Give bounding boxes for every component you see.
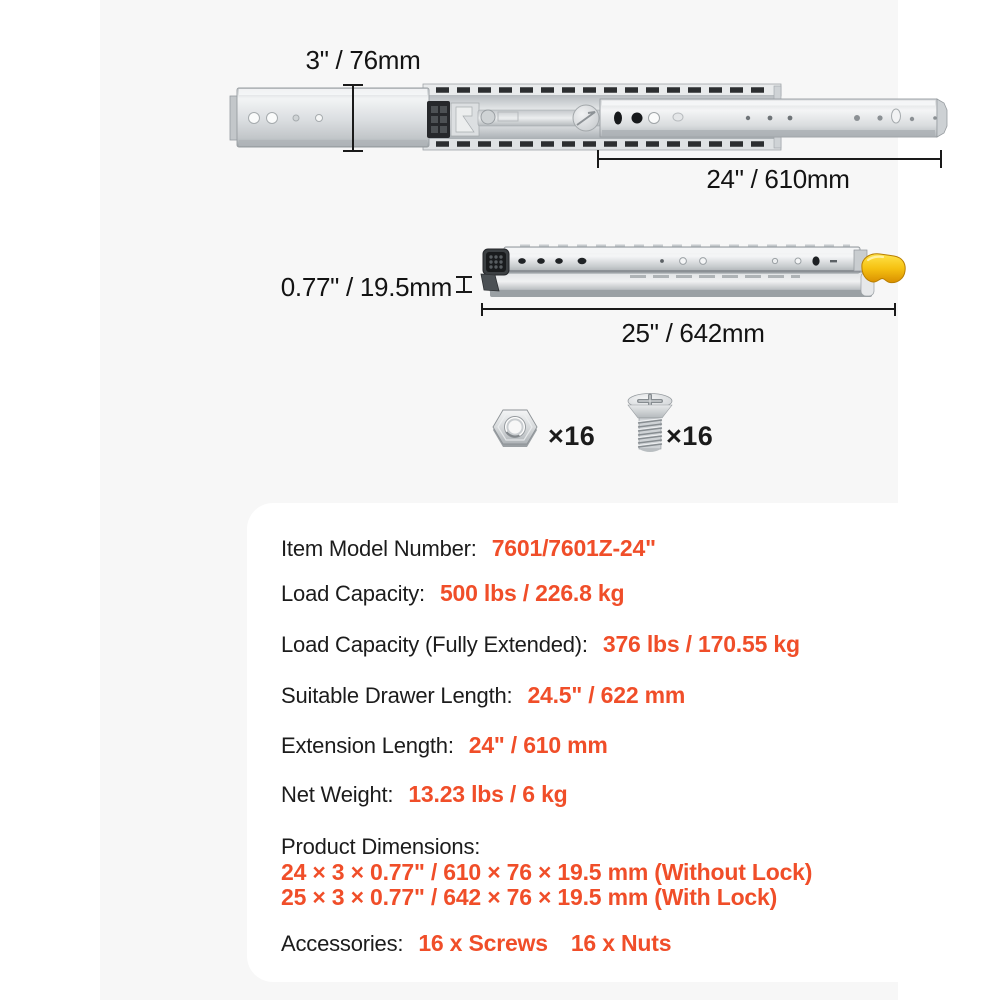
closed-slide-illustration [481,246,905,298]
nut-count-label: ×16 [548,421,596,451]
spec-label: Net Weight: [281,782,394,807]
spec-value: 376 lbs / 170.55 kg [602,631,800,657]
spec-label: Accessories: [281,931,404,956]
closed-length-dimension-line [482,303,895,316]
spec-value-screws: 16 x Screws [418,930,548,956]
spec-value: 24.5" / 622 mm [527,682,686,708]
spec-value: 500 lbs / 226.8 kg [439,580,625,606]
screw-count-label: ×16 [666,421,714,451]
spec-label: Extension Length: [281,733,454,758]
spec-label: Load Capacity (Fully Extended): [281,632,588,657]
spec-value: 13.23 lbs / 6 kg [408,781,568,807]
spec-row-drawer-length [281,680,685,711]
spec-row-model [281,533,656,564]
spec-value: 7601/7601Z-24" [491,535,656,561]
spec-value: 24" / 610 mm [468,732,608,758]
lock-lever [862,254,905,283]
extended-slide-illustration [230,84,947,150]
product-dimensions-with-lock: 25 × 3 × 0.77" / 642 × 76 × 19.5 mm (With Lock) [281,884,778,910]
closed-length-label: 25" / 642mm [621,318,765,348]
spec-row-load-capacity-extended [281,629,800,660]
spec-row-net-weight [281,779,568,810]
thickness-dimension-marker [456,277,472,292]
spec-row-product-dimensions [281,832,480,862]
spec-label: Product Dimensions: [281,834,481,859]
spec-value-nuts: 16 x Nuts [570,930,672,956]
product-illustrations [100,0,1000,470]
slide-thickness-label: 0.77" / 19.5mm [280,272,452,302]
nut-icon [493,410,537,447]
slide-height-label: 3" / 76mm [305,45,421,75]
spec-row-accessories [281,928,671,959]
spec-label: Load Capacity: [281,581,425,606]
spec-row-extension-length [281,730,608,761]
extension-length-label: 24" / 610mm [706,164,850,194]
spec-label: Item Model Number: [281,536,477,561]
spec-label: Suitable Drawer Length: [281,683,513,708]
spec-row-load-capacity [281,578,624,609]
product-dimensions-without-lock: 24 × 3 × 0.77" / 610 × 76 × 19.5 mm (Without Lock) [281,859,813,885]
photo-panel [100,0,898,1000]
spec-card [247,503,953,982]
